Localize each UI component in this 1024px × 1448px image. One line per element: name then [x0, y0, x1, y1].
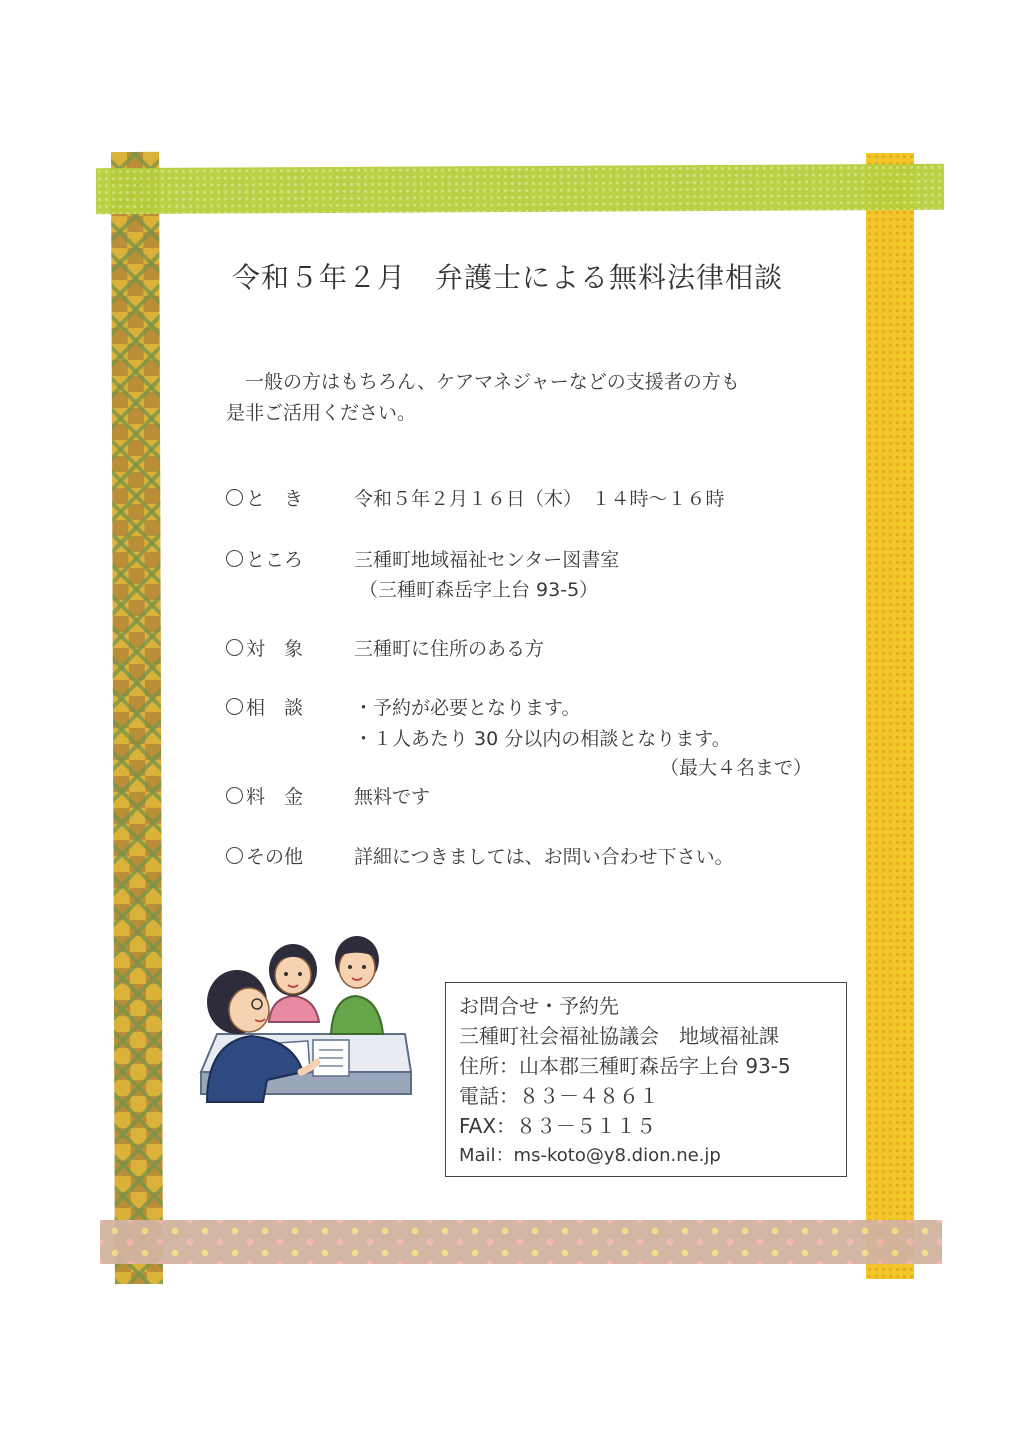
target-value: 三種町に住所のある方 — [354, 638, 545, 660]
circle-bullet-icon — [226, 847, 243, 864]
where-label: ところ — [226, 545, 303, 575]
contact-fax: FAX：８３－５１１５ — [459, 1114, 657, 1138]
intro-line-1: 一般の方はもちろん、ケアマネジャーなどの支援者の方も — [245, 371, 740, 393]
polka-dot-tape-bottom — [100, 1220, 942, 1264]
contact-org: 三種町社会福祉協議会 地域福祉課 — [459, 1024, 779, 1048]
consult-label: 相 談 — [226, 693, 303, 723]
intro-line-2: 是非ご活用ください。 — [226, 402, 417, 424]
green-dot-tape-top — [96, 164, 944, 214]
consult-line-1: ・予約が必要となります。 — [354, 697, 581, 719]
other-label: その他 — [226, 842, 303, 872]
contact-heading: お問合せ・予約先 — [459, 994, 619, 1018]
fee-value: 無料です — [354, 786, 431, 808]
yellow-dot-tape-right — [866, 153, 914, 1279]
consult-line-2: ・１人あたり 30 分以内の相談となります。 — [354, 728, 731, 750]
circle-bullet-icon — [226, 550, 243, 567]
lawyer-consultation-illustration — [193, 922, 413, 1112]
argyle-tape-left — [111, 152, 163, 1284]
page-title: 令和５年２月 弁護士による無料法律相談 — [232, 261, 784, 294]
target-label: 対 象 — [226, 634, 303, 664]
other-value: 詳細につきましては、お問い合わせ下さい。 — [354, 846, 734, 868]
when-value: 令和５年２月１６日（木） １４時～１６時 — [354, 488, 725, 510]
when-label: と き — [226, 484, 303, 514]
circle-bullet-icon — [226, 489, 243, 506]
contact-mail: Mail：ms-koto@y8.dion.ne.jp — [459, 1145, 721, 1166]
circle-bullet-icon — [226, 698, 243, 715]
circle-bullet-icon — [226, 639, 243, 656]
where-value: 三種町地域福祉センター図書室 — [354, 549, 620, 571]
consult-line-3: （最大４名まで） — [660, 757, 813, 779]
circle-bullet-icon — [226, 787, 243, 804]
where-address: （三種町森岳字上台 93-5） — [359, 579, 599, 601]
contact-phone: 電話：８３－４８６１ — [459, 1084, 659, 1108]
intro-text — [226, 367, 740, 429]
contact-address: 住所：山本郡三種町森岳字上台 93-5 — [459, 1054, 791, 1078]
fee-label: 料 金 — [226, 782, 303, 812]
contact-box — [445, 982, 847, 1177]
